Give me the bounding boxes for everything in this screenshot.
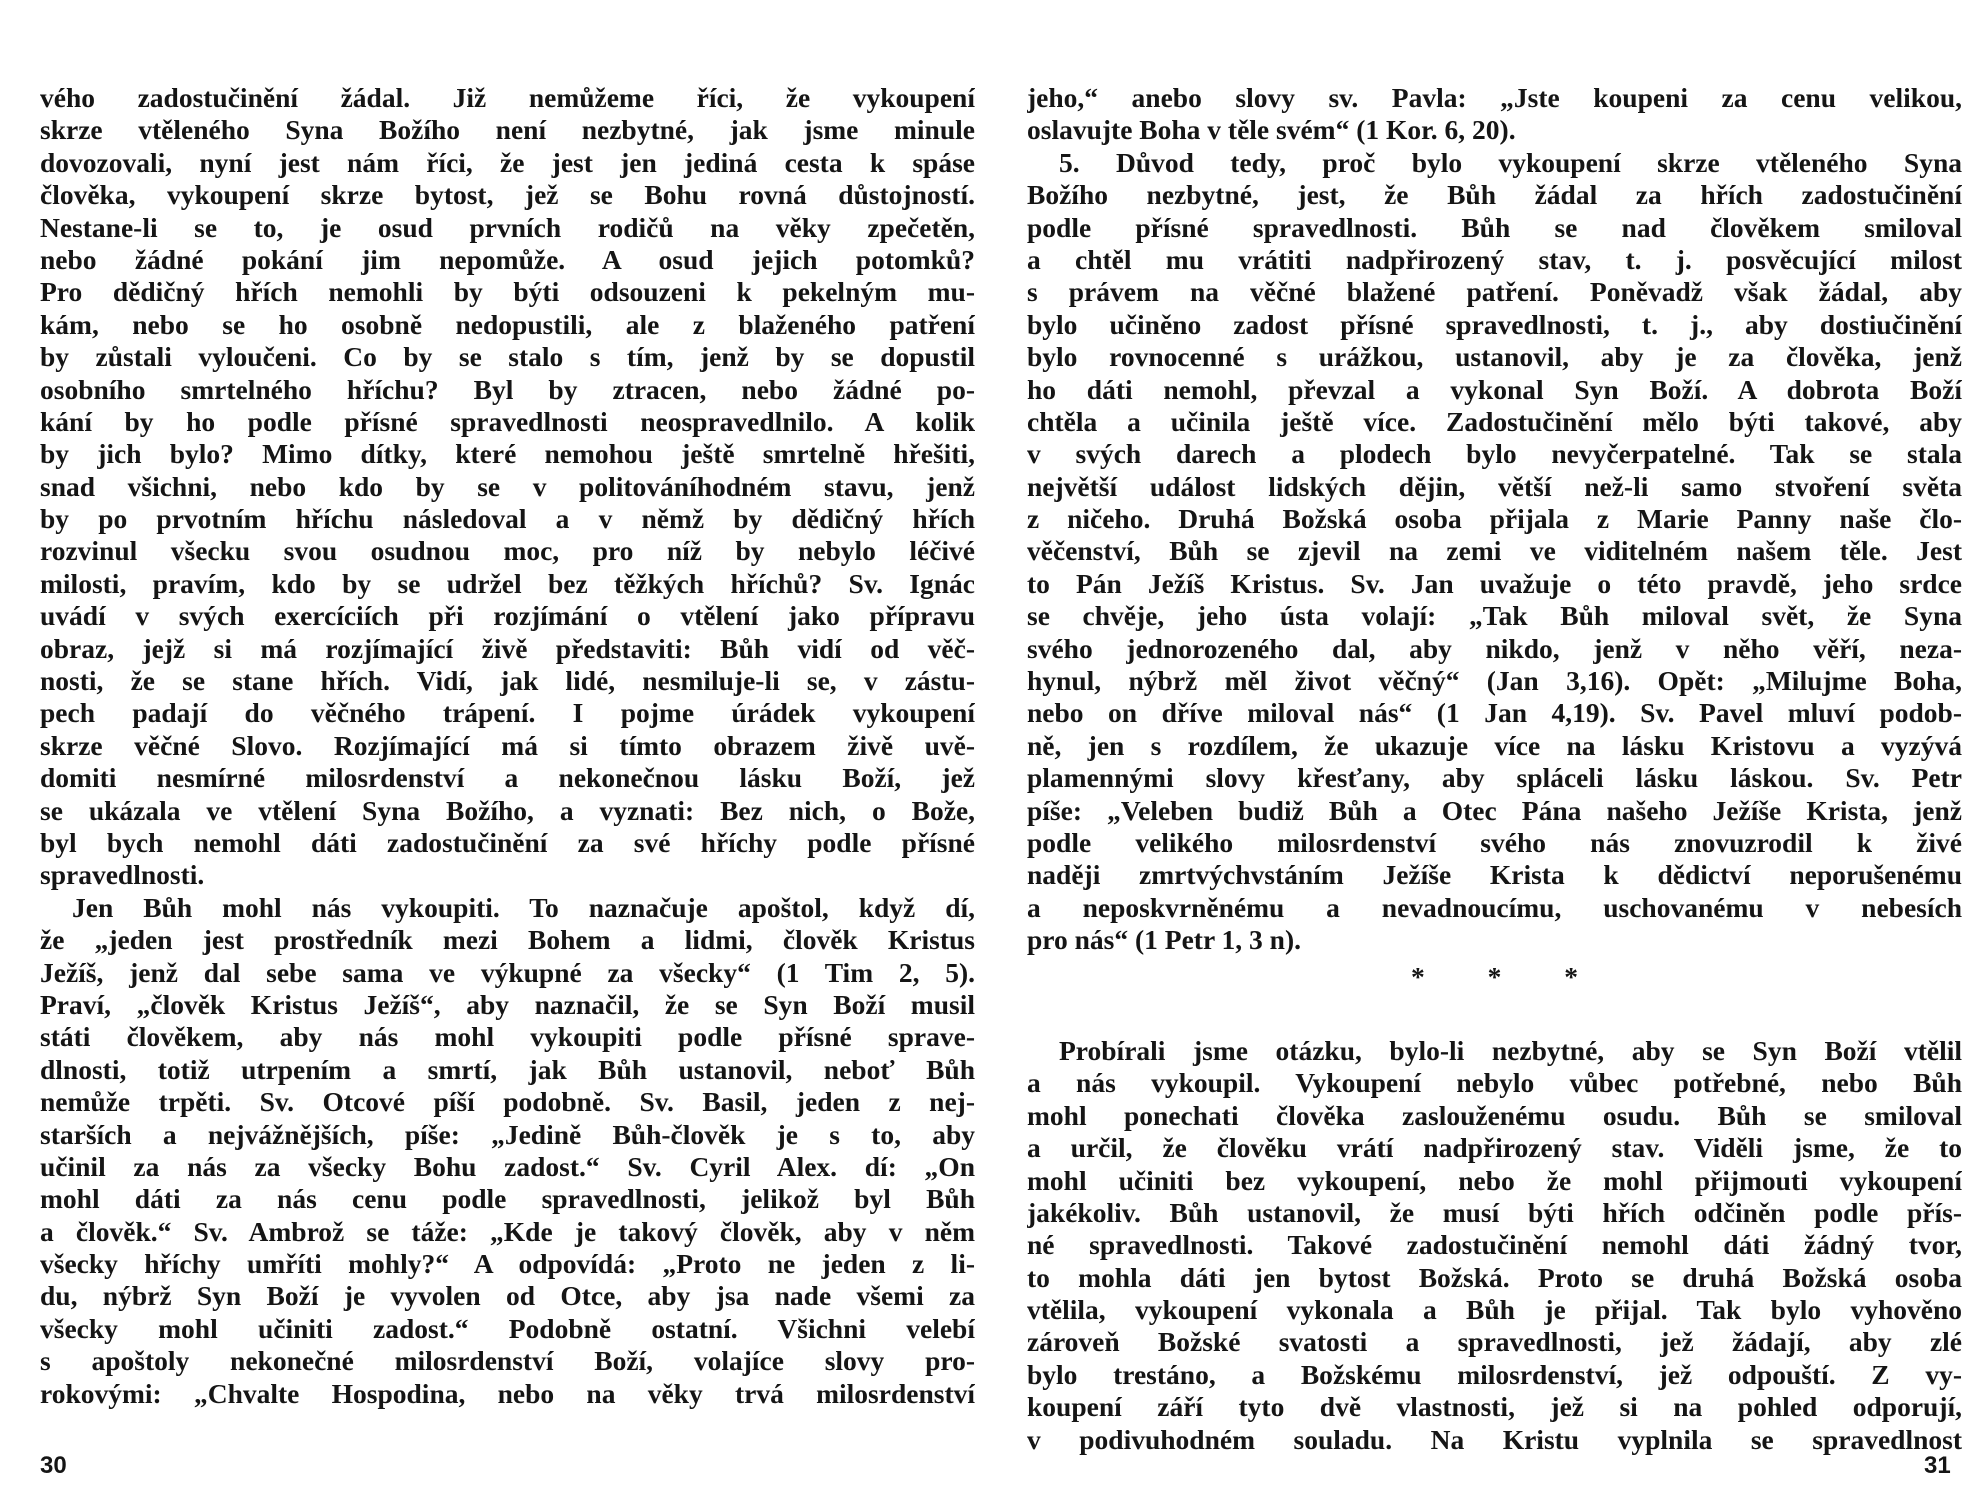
page-number-right: 31 bbox=[1924, 1452, 1951, 1479]
text-line: s apoštoly nekonečné milosrdenství Boží, volajíce slovy pro- bbox=[40, 1345, 975, 1377]
text-line: by po prvotním hříchu následoval a v němž by dědičný hřích bbox=[40, 503, 975, 535]
text-line: nebo žádné pokání jim nepomůže. A osud jejich potomků? bbox=[40, 243, 975, 275]
text-line: Pro dědičný hřích nemohli by býti odsouzeni k pekelným mu- bbox=[40, 276, 975, 308]
text-line: mohl ponechati člověka zaslouženému osudu. Bůh se smiloval bbox=[1027, 1099, 1962, 1131]
text-line: to mohla dáti jen bytost Božská. Proto se druhá Božská osoba bbox=[1027, 1261, 1962, 1293]
text-line: hynul, nýbrž měl život věčný“ (Jan 3,16). Opět: „Milujme Boha, bbox=[1027, 665, 1962, 697]
text-line: bylo trestáno, a Božskému milosrdenství, jež odpouští. Z vy- bbox=[1027, 1358, 1962, 1390]
text-line: obraz, jejž si má rozjímající živě představiti: Bůh vidí od věč- bbox=[40, 632, 975, 664]
text-line: osobního smrtelného hříchu? Byl by ztracen, nebo žádné po- bbox=[40, 373, 975, 405]
text-line: zároveň Božské svatosti a spravedlnosti, jež žádají, aby zlé bbox=[1027, 1326, 1962, 1358]
text-line: ho dáti nemohl, převzal a vykonal Syn Boží. A dobrota Boží bbox=[1027, 373, 1962, 405]
text-line: oslavujte Boha v těle svém“ (1 Kor. 6, 20). bbox=[1027, 114, 1516, 146]
text-line: chtěla a učinila ještě více. Zadostučinění mělo býti takové, aby bbox=[1027, 405, 1962, 437]
text-line: dlnosti, totiž utrpením a smrtí, jak Bůh ustanovil, neboť Bůh bbox=[40, 1053, 975, 1085]
text-line: učinil za nás za všecky Bohu zadost.“ Sv. Cyril Alex. dí: „On bbox=[40, 1150, 975, 1182]
text-line: v podivuhodném souladu. Na Kristu vyplnila se spravedlnost bbox=[1027, 1423, 1962, 1455]
text-line: podle velikého milosrdenství svého nás znovuzrodil k živé bbox=[1027, 826, 1962, 858]
text-line: všecky hříchy umříti mohly?“ A odpovídá: „Proto ne jeden z li- bbox=[40, 1248, 975, 1280]
text-line: plamennými slovy křesťany, aby spláceli lásku láskou. Sv. Petr bbox=[1027, 762, 1962, 794]
text-line: domiti nesmírné milosrdenství a nekonečnou lásku Boží, jež bbox=[40, 762, 975, 794]
text-line: Nestane-li se to, je osud prvních rodičů na věky zpečetěn, bbox=[40, 211, 975, 243]
text-line: byl bych nemohl dáti zadostučinění za své hříchy podle přísné bbox=[40, 826, 975, 858]
text-line: né spravedlnosti. Takové zadostučinění nemohl dáti žádný tvor, bbox=[1027, 1229, 1962, 1261]
text-line: Jen Bůh mohl nás vykoupiti. To naznačuje apoštol, když dí, bbox=[72, 891, 975, 923]
text-line: by jich bylo? Mimo dítky, které nemohou ještě smrtelně hřešiti, bbox=[40, 438, 975, 470]
text-line: se ukázala ve vtělení Syna Božího, a vyznati: Bez nich, o Bože, bbox=[40, 794, 975, 826]
text-line: a určil, že člověku vrátí nadpřirozený stav. Viděli jsme, že to bbox=[1027, 1132, 1962, 1164]
text-line: všecky mohl učiniti zadost.“ Podobně ostatní. Všichni velebí bbox=[40, 1312, 975, 1344]
text-line: a nás vykoupil. Vykoupení nebylo vůbec potřebné, nebo Bůh bbox=[1027, 1067, 1962, 1099]
text-line: vého zadostučinění žádal. Již nemůžeme říci, že vykoupení bbox=[40, 82, 975, 113]
text-line: se chvěje, jeho ústa volají: „Tak Bůh miloval svět, že Syna bbox=[1027, 600, 1962, 632]
text-line: du, nýbrž Syn Boží je vyvolen od Otce, aby jsa nade všemi za bbox=[40, 1280, 975, 1312]
text-line: svého jednorozeného dal, aby nikdo, jenž v něho věří, neza- bbox=[1027, 632, 1962, 664]
text-line: a člověk.“ Sv. Ambrož se táže: „Kde je takový člověk, aby v něm bbox=[40, 1215, 975, 1247]
text-line: mohl dáti za nás cenu podle spravedlnosti, jelikož byl Bůh bbox=[40, 1183, 975, 1215]
page-number-left: 30 bbox=[40, 1452, 67, 1479]
text-line: píše: „Veleben budiž Bůh a Otec Pána našeho Ježíše Krista, jenž bbox=[1027, 794, 1962, 826]
text-line: jeho,“ anebo slovy sv. Pavla: „Jste koupeni za cenu velikou, bbox=[1027, 82, 1962, 113]
text-line: vtělila, vykoupení vykonala a Bůh je přijal. Tak bylo vyhověno bbox=[1027, 1294, 1962, 1326]
text-line: bylo rovnocenné s urážkou, ustanovil, aby je za člověka, jenž bbox=[1027, 341, 1962, 373]
text-line: největší událost lidských dějin, větší než-li samo stvoření světa bbox=[1027, 470, 1962, 502]
text-line: nosti, že se stane hřích. Vidí, jak lidé, nesmiluje-li se, v zástu- bbox=[40, 665, 975, 697]
text-line: kám, nebo se ho osobně nedopustili, ale z blaženého patření bbox=[40, 308, 975, 340]
text-line: z ničeho. Druhá Božská osoba přijala z Marie Panny naše člo- bbox=[1027, 503, 1962, 535]
text-line: naději zmrtvýchvstáním Ježíše Krista k dědictví neporušenému bbox=[1027, 859, 1962, 891]
text-line: starších a nejvážnějších, píše: „Jedině Bůh-člověk je s to, aby bbox=[40, 1118, 975, 1150]
text-line: pech padají do věčného trápení. I pojme úrádek vykoupení bbox=[40, 697, 975, 729]
text-line: to Pán Ježíš Kristus. Sv. Jan uvažuje o této pravdě, jeho srdce bbox=[1027, 567, 1962, 599]
text-line: bylo učiněno zadost přísné spravedlnosti, t. j., aby dostiučinění bbox=[1027, 308, 1962, 340]
text-line: snad všichni, nebo kdo by se v politováníhodném stavu, jenž bbox=[40, 470, 975, 502]
text-line: Ježíš, jenž dal sebe sama ve výkupné za všecky“ (1 Tim 2, 5). bbox=[40, 956, 975, 988]
text-line: rozvinul všecku svou osudnou moc, pro níž by nebylo léčivé bbox=[40, 535, 975, 567]
text-line: a chtěl mu vrátiti nadpřirozený stav, t. j. posvěcující milost bbox=[1027, 243, 1962, 275]
text-line: mohl učiniti bez vykoupení, nebo že mohl přijmouti vykoupení bbox=[1027, 1164, 1962, 1196]
section-gap bbox=[1027, 1003, 1962, 1035]
text-line: skrze věčné Slovo. Rozjímající má si tímto obrazem živě uvě- bbox=[40, 729, 975, 761]
right-page bbox=[1027, 82, 1962, 1456]
text-line: člověka, vykoupení skrze bytost, jež se Bohu rovná důstojností. bbox=[40, 179, 975, 211]
text-line: jakékoliv. Bůh ustanovil, že musí býti hřích odčiněn podle přís- bbox=[1027, 1196, 1962, 1228]
text-line: a neposkvrněnému a nevadnoucímu, uschovanému v nebesích bbox=[1027, 891, 1962, 923]
text-line: pro nás“ (1 Petr 1, 3 n). bbox=[1027, 924, 1301, 956]
text-line: Probírali jsme otázku, bylo-li nezbytné, aby se Syn Boží vtělil bbox=[1059, 1034, 1962, 1066]
text-line: nemůže trpěti. Sv. Otcové píší podobně. Sv. Basil, jeden z nej- bbox=[40, 1086, 975, 1118]
text-line: věčenství, Bůh se zjevil na zemi ve viditelném našem těle. Jest bbox=[1027, 535, 1962, 567]
text-line: nebo on dříve miloval nás“ (1 Jan 4,19). Sv. Pavel mluví podob- bbox=[1027, 697, 1962, 729]
text-line: Božího nezbytné, jest, že Bůh žádal za hřích zadostučinění bbox=[1027, 179, 1962, 211]
text-line: milosti, pravím, kdo by se udržel bez těžkých hříchů? Sv. Ignác bbox=[40, 567, 975, 599]
left-page bbox=[40, 82, 975, 1410]
text-line: kání by ho podle přísné spravedlnosti neospravedlnilo. A kolik bbox=[40, 405, 975, 437]
text-line: uvádí v svých exercíciích při rozjímání o vtělení jako přípravu bbox=[40, 600, 975, 632]
text-line: státi člověkem, aby nás mohl vykoupiti podle přísné sprave- bbox=[40, 1021, 975, 1053]
text-line: by zůstali vyloučeni. Co by se stalo s tím, jenž by se dopustil bbox=[40, 341, 975, 373]
text-line: koupení září tyto dvě vlastnosti, jež si na pohled odporují, bbox=[1027, 1391, 1962, 1423]
text-line: dovozovali, nyní jest nám říci, že jest jen jediná cesta k spáse bbox=[40, 146, 975, 178]
text-line: že „jeden jest prostředník mezi Bohem a lidmi, člověk Kristus bbox=[40, 924, 975, 956]
text-line: spravedlnosti. bbox=[40, 859, 205, 891]
text-line: rokovými: „Chvalte Hospodina, nebo na věky trvá milosrdenství bbox=[40, 1377, 975, 1409]
text-line: 5. Důvod tedy, proč bylo vykoupení skrze vtěleného Syna bbox=[1059, 146, 1962, 178]
text-line: Praví, „člověk Kristus Ježíš“, aby naznačil, že se Syn Boží musil bbox=[40, 988, 975, 1020]
text-line: ně, jen s rozdílem, že ukazuje více na lásku Kristovu a vyzývá bbox=[1027, 729, 1962, 761]
section-separator: * * * bbox=[1411, 960, 1606, 992]
text-line: skrze vtěleného Syna Božího není nezbytné, jak jsme minule bbox=[40, 114, 975, 146]
text-line: v svých darech a plodech bylo nevyčerpatelné. Tak se stala bbox=[1027, 438, 1962, 470]
text-line: podle přísné spravedlnosti. Bůh se nad člověkem smiloval bbox=[1027, 211, 1962, 243]
text-line: s právem na věčné blažené patření. Poněvadž však žádal, aby bbox=[1027, 276, 1962, 308]
